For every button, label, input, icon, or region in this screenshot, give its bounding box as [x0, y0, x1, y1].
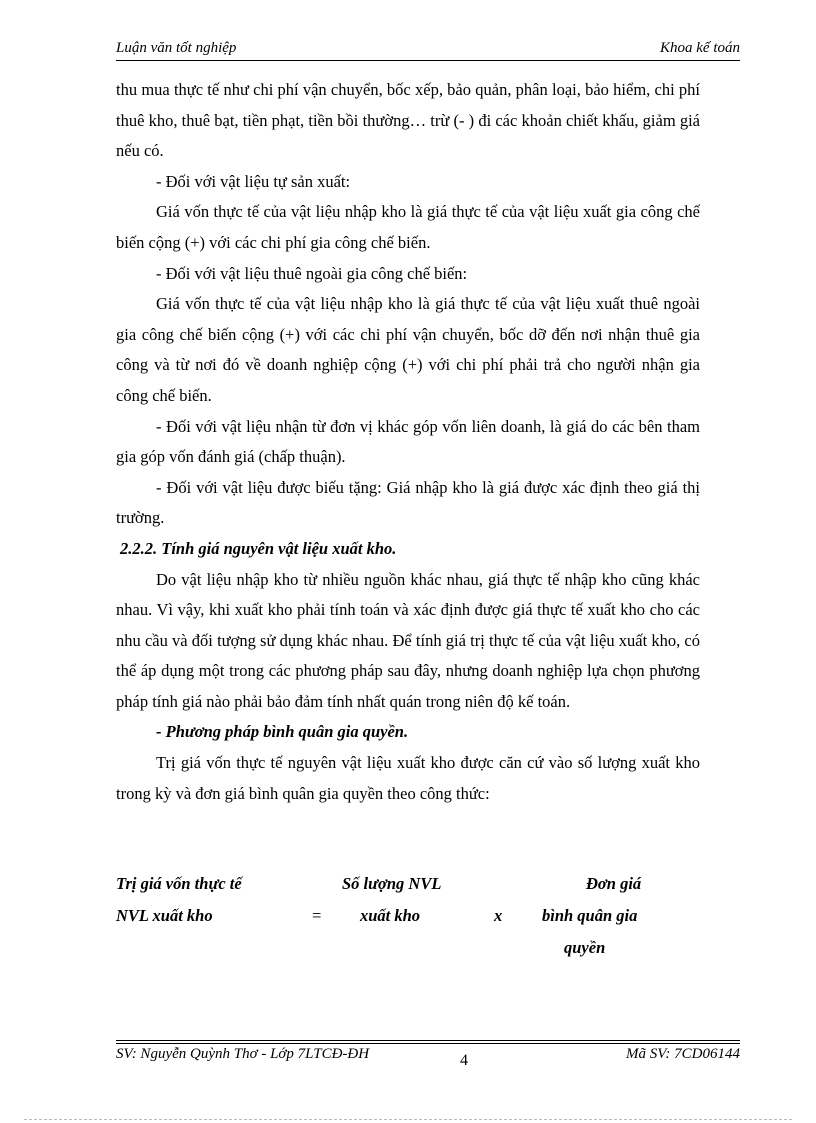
item-self-produced: - Đối với vật liệu tự sản xuất: [156, 171, 351, 191]
formula-times: x [494, 906, 503, 925]
paragraph-outsourced: Giá vốn thực tế của vật liệu nhập kho là giá thực tế của vật liệu xuất thuê ngoài gia công chế biến cộng (+) với các chi phí vận chuyển, bốc dỡ đến nơi nhận thuê gia công và từ nơi đó về doanh nghiệp cộng (+) với chi phí phải trả cho người nhận gia công chế biến. [116, 294, 700, 405]
footer-rule-double [116, 1043, 740, 1044]
document-body [116, 75, 700, 809]
section-heading: 2.2.2. Tính giá nguyên vật liệu xuất kho. [120, 538, 397, 558]
formula-price-line2: bình quân gia [542, 906, 638, 925]
paragraph-method-intro: Trị giá vốn thực tế nguyên vật liệu xuất kho được căn cứ vào số lượng xuất kho trong kỳ và đơn giá bình quân gia quyền theo công thức: [116, 753, 700, 803]
page-number: 4 [460, 1052, 468, 1069]
formula-lhs-line1: Trị giá vốn thực tế [116, 874, 242, 893]
formula-qty-line2: xuất kho [360, 906, 421, 925]
footer-student: SV: Nguyễn Quỳnh Thơ - Lớp 7LTCĐ-ĐH [116, 1046, 370, 1062]
item-outsourced: - Đối với vật liệu thuê ngoài gia công chế biến: [156, 263, 468, 283]
footer-rule [116, 1040, 740, 1041]
paragraph-self-produced: Giá vốn thực tế của vật liệu nhập kho là giá thực tế của vật liệu xuất gia công chế biến cộng (+) với các chi phí gia công chế biến. [116, 202, 700, 252]
header-faculty: Khoa kế toán [660, 40, 740, 56]
page-footer [116, 1046, 740, 1072]
formula-lhs-line2: NVL xuất kho [116, 906, 213, 925]
item-joint-venture: - Đối với vật liệu nhận từ đơn vị khác góp vốn liên doanh, là giá do các bên tham gia góp vốn đánh giá (chấp thuận). [116, 416, 700, 467]
formula-equals: = [312, 906, 322, 925]
formula-price-line3: quyền [564, 938, 606, 957]
formula-qty-line1: Số lượng NVL [342, 874, 442, 893]
item-donated: - Đối với vật liệu được biếu tặng: Giá nhập kho là giá được xác định theo giá thị trường. [116, 477, 700, 528]
header-thesis-title: Luận văn tốt nghiệp [116, 40, 237, 56]
page-edge [24, 1119, 792, 1120]
paragraph-export-pricing: Do vật liệu nhập kho từ nhiều nguồn khác nhau, giá thực tế nhập kho cũng khác nhau. Vì vậy, khi xuất kho phải tính toán và xác định được giá thực tế xuất kho cho các nhu cầu và đối tượng sử dụng khác nhau. Để tính giá trị thực tế của vật liệu xuất kho, có thể áp dụng một trong các phương pháp sau đây, nhưng doanh nghiệp lựa chọn phương pháp tính giá nào phải bảo đảm tính nhất quán trong niên độ kế toán. [116, 569, 700, 711]
method-heading: - Phương pháp bình quân gia quyền. [156, 722, 409, 742]
formula-price-line1: Đơn giá [586, 874, 642, 893]
paragraph-continuation: thu mua thực tế như chi phí vận chuyển, bốc xếp, bảo quản, phân loại, bảo hiểm, chi phí thuê kho, thuê bạt, tiền phạt, tiền bồi thường… trừ (- ) đi các khoản chiết khấu, giảm giá nếu có. [116, 80, 700, 161]
header-rule [116, 60, 740, 61]
footer-student-id: Mã SV: 7CD06144 [625, 1046, 740, 1062]
formula [116, 874, 716, 974]
page-header [116, 38, 740, 60]
